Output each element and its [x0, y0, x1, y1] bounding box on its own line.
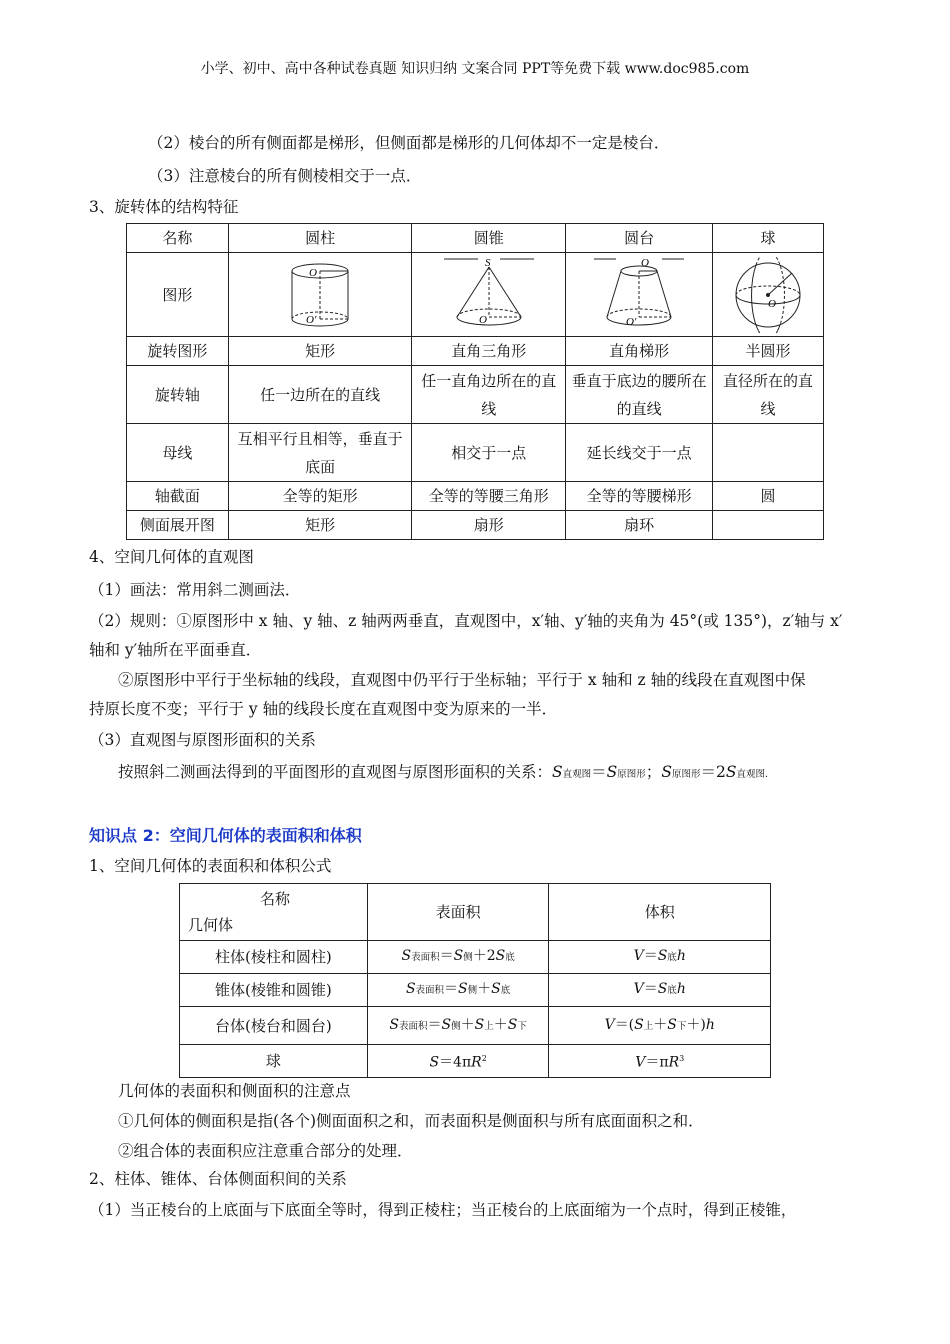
- table-cell: 延长线交于一点: [566, 424, 713, 482]
- formula-separator: ；: [645, 763, 662, 781]
- row-label: 侧面展开图: [127, 511, 229, 540]
- volume-formula: $V=\pi R^3$: [549, 1045, 771, 1078]
- surface-formula: S表面积＝S侧＋2S底: [367, 941, 549, 974]
- top-center-label: O: [641, 256, 650, 269]
- table-cell: 矩形: [228, 337, 412, 366]
- table-row: [127, 253, 824, 337]
- table-cell: [713, 424, 824, 482]
- formula-symbol: S: [661, 763, 672, 781]
- formula-subscript: 直观图: [562, 769, 592, 780]
- page-header: 小学、初中、高中各种试卷真题 知识归纳 文案合同 PPT等免费下载 www.doc985.com: [200, 61, 750, 77]
- table-cell: 扇环: [566, 511, 713, 540]
- table-cell: 全等的等腰梯形: [566, 482, 713, 511]
- table-cell: 直径所在的直线: [713, 366, 824, 424]
- table-cell: 直角三角形: [412, 337, 566, 366]
- formula-subscript: 原图形: [617, 769, 646, 780]
- formula-subscript: 原图形: [671, 769, 701, 780]
- formula-symbol: S: [552, 763, 563, 781]
- table-cell: 半圆形: [713, 337, 824, 366]
- cylinder-figure-cell: [228, 253, 412, 337]
- volume-formula: V＝S底h: [549, 974, 771, 1007]
- table-cell: 直角梯形: [566, 337, 713, 366]
- table-row: [127, 424, 824, 482]
- surface-formula: $S=4\pi R^2$: [367, 1045, 549, 1078]
- paragraph-area-relation: （3）直观图与原图形面积的关系: [89, 731, 316, 749]
- table-cell: 相交于一点: [412, 424, 566, 482]
- row-label: 球: [180, 1045, 368, 1078]
- section-heading-rotation-bodies: 3、旋转体的结构特征: [89, 198, 239, 216]
- formula-equals: ＝2: [700, 763, 726, 781]
- note-2: ②组合体的表面积应注意重合部分的处理．: [118, 1142, 413, 1160]
- header-cell: 体积: [549, 884, 771, 941]
- formula-symbol: S: [606, 763, 618, 781]
- sphere-figure: [730, 257, 806, 333]
- table-cell: 全等的矩形: [228, 482, 412, 511]
- row-label: 母线: [127, 424, 229, 482]
- knowledge-point-2-title: 知识点 2：空间几何体的表面积和体积: [89, 826, 362, 845]
- row-label: 柱体(棱柱和圆柱): [180, 941, 368, 974]
- bottom-center-label: O′: [306, 313, 317, 326]
- table-row: [127, 337, 824, 366]
- header-cell: 名称: [127, 224, 229, 253]
- section-heading-formulas: 1、空间几何体的表面积和体积公式: [89, 857, 332, 875]
- corner-header-top: 名称: [260, 890, 291, 908]
- volume-formula: V＝(S上＋S下＋)h: [549, 1007, 771, 1045]
- table-cell: [713, 511, 824, 540]
- paragraph-rules-1: （2）规则：①原图形中 x 轴、y 轴、z 轴两两垂直，直观图中，x′轴、y′轴的夹角为 45°(或 135°)，z′轴与 x′: [89, 612, 843, 630]
- table-cell: 全等的等腰三角形: [412, 482, 566, 511]
- table-row: [127, 366, 824, 424]
- center-label: O: [768, 297, 776, 310]
- volume-formula: V＝S底h: [549, 941, 771, 974]
- table-cell: 互相平行且相等，垂直于底面: [228, 424, 412, 482]
- frustum-figure-cell: [566, 253, 713, 337]
- table-cell: 圆: [713, 482, 824, 511]
- paragraph-regular-frustum: （1）当正棱台的上底面与下底面全等时，得到正棱柱；当正棱台的上底面缩为一个点时，得到正棱锥，: [89, 1201, 797, 1219]
- table-cell: 垂直于底边的腰所在的直线: [566, 366, 713, 424]
- sphere-figure-cell: [713, 253, 824, 337]
- frustum-figure: [594, 257, 684, 333]
- bottom-center-label: O: [478, 313, 487, 326]
- surface-volume-table: [179, 883, 771, 1078]
- header-cell: 表面积: [367, 884, 549, 941]
- rotation-bodies-table: [126, 223, 824, 540]
- section-heading-lateral-area: 2、柱体、锥体、台体侧面积间的关系: [89, 1170, 347, 1188]
- header-cell: 圆台: [566, 224, 713, 253]
- corner-header: [180, 884, 368, 941]
- header-cell: 球: [713, 224, 824, 253]
- paragraph-rules-3: ②原图形中平行于坐标轴的线段，直观图中仍平行于坐标轴；平行于 x 轴和 z 轴的线段在直观图中保: [118, 671, 806, 689]
- header-cell: 圆柱: [228, 224, 412, 253]
- paragraph-method: （1）画法：常用斜二测画法．: [89, 581, 301, 599]
- row-label: 旋转轴: [127, 366, 229, 424]
- header-cell: 圆锥: [412, 224, 566, 253]
- paragraph-rules-4: 持原长度不变；平行于 y 轴的线段长度在直观图中变为原来的一半．: [89, 700, 558, 718]
- surface-formula: S表面积＝S侧＋S上＋S下: [367, 1007, 549, 1045]
- row-label: 旋转图形: [127, 337, 229, 366]
- formula-symbol: S: [725, 763, 737, 781]
- formula-end: ．: [764, 769, 775, 780]
- cone-figure-cell: [412, 253, 566, 337]
- row-label: 图形: [127, 253, 229, 337]
- paragraph-area-formula: [118, 760, 775, 782]
- table-row: [180, 974, 771, 1007]
- table-row: [127, 511, 824, 540]
- row-label: 轴截面: [127, 482, 229, 511]
- corner-header-bottom: 几何体: [188, 916, 234, 934]
- table-cell: 任一直角边所在的直线: [412, 366, 566, 424]
- top-center-label: O: [309, 266, 318, 279]
- row-label: 台体(棱台和圆台): [180, 1007, 368, 1045]
- note-1: ①几何体的侧面积是指(各个)侧面面积之和，而表面积是侧面积与所有底面面积之和．: [118, 1112, 704, 1130]
- bottom-center-label: O′: [626, 315, 637, 328]
- table-cell: 扇形: [412, 511, 566, 540]
- row-label: 锥体(棱锥和圆锥): [180, 974, 368, 1007]
- apex-label: S: [484, 256, 491, 269]
- cylinder-figure: [280, 257, 360, 333]
- section-heading-intuitive-view: 4、空间几何体的直观图: [89, 548, 254, 566]
- paragraph-rules-2: 轴和 y′轴所在平面垂直．: [89, 641, 262, 659]
- item-3-frustum-note: （3）注意棱台的所有侧棱相交于一点．: [148, 167, 422, 185]
- table-row: [180, 941, 771, 974]
- formula-equals: ＝: [591, 763, 607, 781]
- table-row: [180, 884, 771, 941]
- table-cell: 矩形: [228, 511, 412, 540]
- item-2-frustum-note: （2）棱台的所有侧面都是梯形，但侧面都是梯形的几何体却不一定是棱台．: [148, 134, 670, 152]
- table-row: [127, 224, 824, 253]
- table-row: [127, 482, 824, 511]
- table-row: [180, 1045, 771, 1078]
- notes-title: 几何体的表面积和侧面积的注意点: [118, 1082, 351, 1100]
- formula-intro: 按照斜二测画法得到的平面图形的直观图与原图形面积的关系：: [118, 763, 553, 781]
- surface-formula: S表面积＝S侧＋S底: [367, 974, 549, 1007]
- table-cell: 任一边所在的直线: [228, 366, 412, 424]
- table-row: [180, 1007, 771, 1045]
- formula-subscript: 直观图: [736, 769, 765, 780]
- cone-figure: [444, 257, 534, 333]
